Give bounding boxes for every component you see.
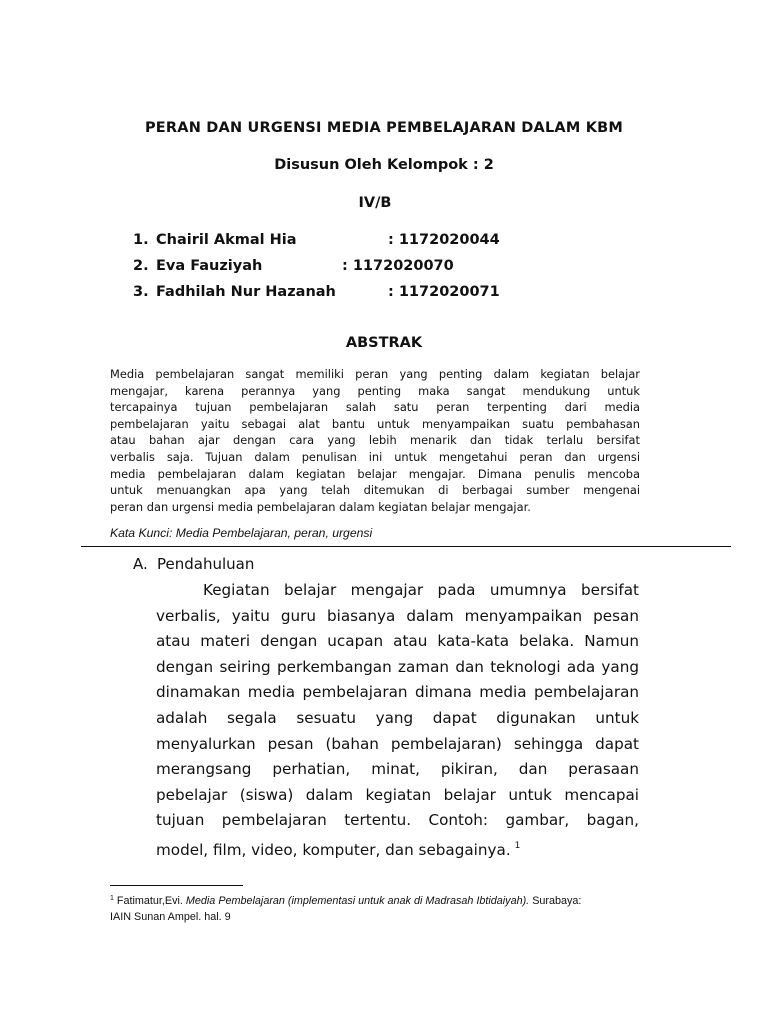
body-line: pebelajar (siswa) dalam kegiatan belajar untuk mencapai <box>156 785 639 804</box>
body-line: atau materi dengan ucapan atau kata-kata belaka. Namun <box>156 632 639 651</box>
section-heading <box>133 555 254 573</box>
author-number: 1. <box>133 232 149 248</box>
abstract-line: media pembelajaran dalam kegiatan belajar mengajar. Dimana penulis mencoba <box>110 466 640 481</box>
horizontal-divider <box>81 546 731 547</box>
author-name: Fadhilah Nur Hazanah <box>156 284 336 300</box>
author-nim: : 1172020044 <box>388 232 500 248</box>
author-item <box>133 232 653 258</box>
abstract-line: mengajar, karena perannya yang penting maka sangat mendukung untuk <box>110 383 640 398</box>
author-item <box>133 258 653 284</box>
abstract-heading: ABSTRAK <box>345 335 423 351</box>
body-line: adalah segala sesuatu yang dapat digunakan untuk <box>156 708 639 727</box>
body-line: dengan seiring perkembangan zaman dan teknologi ada yang <box>156 657 639 676</box>
keywords: Kata Kunci: Media Pembelajaran, peran, urgensi <box>110 526 373 540</box>
class-label: IV/B <box>358 195 392 211</box>
author-name: Eva Fauziyah <box>156 258 263 274</box>
document-subtitle: Disusun Oleh Kelompok : 2 <box>274 157 494 173</box>
author-list <box>133 232 653 310</box>
section-title: Pendahuluan <box>157 555 255 573</box>
author-item <box>133 284 653 310</box>
abstract-line: peran dan urgensi media pembelajaran dalam kegiatan belajar mengajar. <box>110 499 531 514</box>
abstract-line: verbalis saja. Tujuan dalam penulisan ini untuk mengetahui peran dan urgensi <box>110 449 640 464</box>
body-line: Kegiatan belajar mengajar pada umumnya bersifat <box>203 581 639 599</box>
body-line: menyalurkan pesan (bahan pembelajaran) sehingga dapat <box>156 734 639 753</box>
abstract-line: pembelajaran yaitu sebagai alat bantu untuk menyampaikan suatu pembahasan <box>110 416 640 431</box>
footnote-author: Fatimatur,Evi. <box>116 895 183 907</box>
body-line: merangsang perhatian, minat, pikiran, dan perasaan <box>156 760 639 779</box>
footnote-book-title: Media Pembelajaran (implementasi untuk anak di Madrasah Ibtidaiyah). <box>185 895 530 907</box>
author-number: 2. <box>133 258 149 274</box>
footnote-reference[interactable]: 1 <box>514 840 521 851</box>
abstract-line: tercapainya tujuan pembelajaran salah satu peran terpenting dari media <box>110 400 640 415</box>
body-line: dinamakan media pembelajaran dimana media pembelajaran <box>156 683 639 702</box>
abstract-line: atau bahan ajar dengan cara yang lebih menarik dan tidak terlalu bersifat <box>110 433 640 448</box>
footnote-number: 1 <box>110 895 114 902</box>
body-line: verbalis, yaitu guru biasanya dalam menyampaikan pesan <box>156 606 639 625</box>
document-title: PERAN DAN URGENSI MEDIA PEMBELAJARAN DALAM KBM <box>144 120 624 136</box>
author-nim: : 1172020070 <box>342 258 454 274</box>
footnote <box>110 891 650 925</box>
footnote-place: Surabaya: <box>532 895 582 907</box>
body-line-last <box>156 834 639 864</box>
body-line-text: model, film, video, komputer, dan sebagainya. <box>156 840 511 859</box>
author-nim: : 1172020071 <box>388 284 500 300</box>
body-paragraph <box>156 578 639 864</box>
section-letter: A. <box>133 555 148 573</box>
author-number: 3. <box>133 284 149 300</box>
abstract-line: Media pembelajaran sangat memiliki peran yang penting dalam kegiatan belajar <box>110 367 640 381</box>
author-name: Chairil Akmal Hia <box>156 232 297 248</box>
abstract-paragraph <box>110 366 640 515</box>
footnote-line-2: IAIN Sunan Ampel. hal. 9 <box>110 910 231 923</box>
footnote-separator <box>110 885 243 886</box>
abstract-line: untuk menuangkan apa yang telah ditemukan di berbagai sumber mengenai <box>110 483 640 498</box>
body-line: tujuan pembelajaran tertentu. Contoh: gambar, bagan, <box>156 811 639 830</box>
